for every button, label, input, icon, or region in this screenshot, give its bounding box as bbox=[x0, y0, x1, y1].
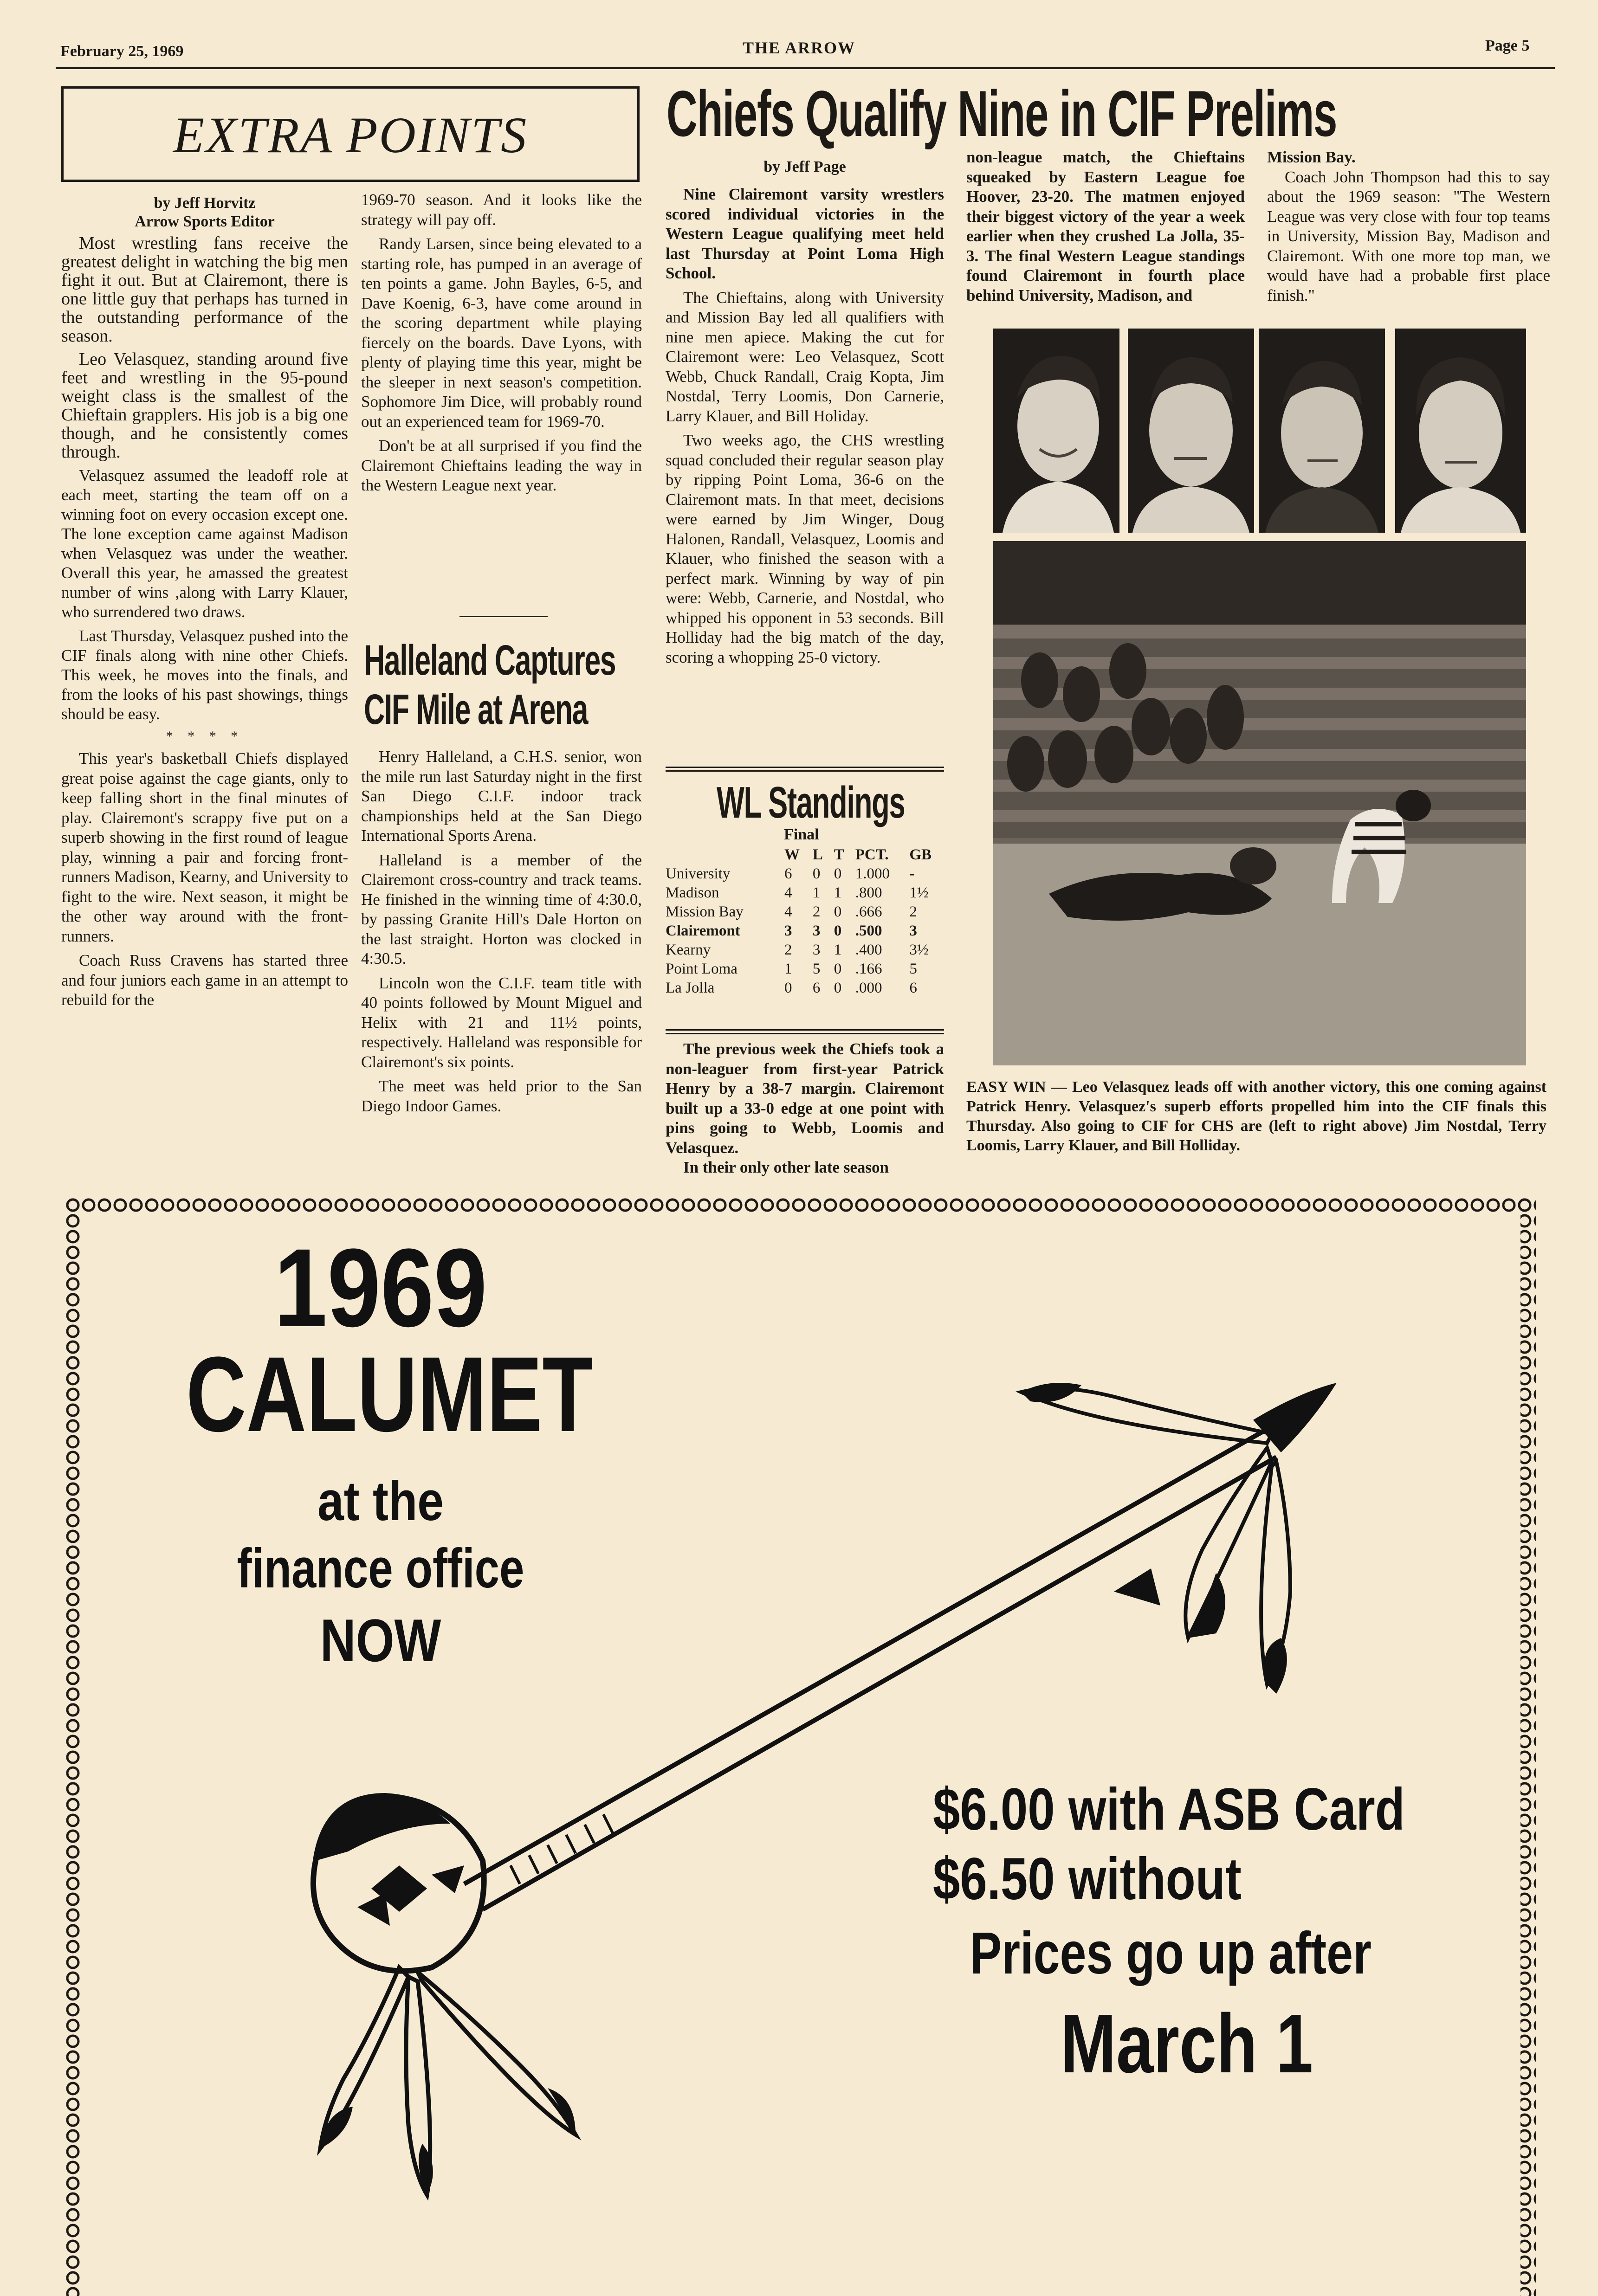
article-body bbox=[61, 234, 348, 724]
team-name: Kearny bbox=[666, 942, 711, 958]
column-header: L bbox=[812, 846, 823, 863]
column-header: GB bbox=[909, 846, 932, 863]
action-image bbox=[993, 541, 1526, 1065]
divider bbox=[459, 616, 548, 617]
photo-caption: EASY WIN — Leo Velasquez leads off with another victory, this one coming against Patrick Henry. Velasquez's superb efforts propelled him into the CIF finals this Thursday. Also going to CIF for CHS are (left to right above) Jim Nostdal, Terry Loomis, Larry Klauer, and Bill Holliday. bbox=[966, 1078, 1546, 1154]
halleland-article bbox=[361, 747, 642, 1121]
paragraph: Coach John Thompson had this to say about the 1969 season: "The Western League was very close with four top teams in University, Mission Bay, Madison and Clairemont. With one more top man, we would have had a probable first place finish." bbox=[1267, 168, 1550, 304]
portrait-photo-nostdal bbox=[993, 329, 1119, 533]
cell: 0 bbox=[812, 865, 821, 882]
cell: 2 bbox=[812, 903, 821, 920]
portrait-image bbox=[993, 329, 1119, 533]
cell: 0 bbox=[834, 980, 842, 996]
portrait-photo-holliday bbox=[1395, 329, 1526, 533]
paragraph: Nine Clairemont varsity wrestlers scored individual victories in the Western League qualifying meet held last Thursday at Point Loma High School. bbox=[666, 185, 944, 282]
chiefs-headline: Chiefs Qualify Nine in CIF Prelims bbox=[666, 77, 1337, 150]
wrestling-action-photo bbox=[993, 541, 1526, 1065]
ad-line: finance office bbox=[237, 1537, 524, 1599]
rule bbox=[666, 770, 944, 772]
team-name: Point Loma bbox=[666, 961, 738, 977]
portrait-image bbox=[1259, 329, 1385, 533]
extra-points-col1 bbox=[61, 194, 348, 1015]
ad-price-note: Prices go up after bbox=[970, 1920, 1372, 1986]
calumet-ad bbox=[65, 1197, 1536, 2296]
headline-line: Halleland Captures bbox=[364, 637, 616, 684]
ad-title: CALUMET bbox=[186, 1335, 593, 1454]
separator: * * * * bbox=[166, 729, 244, 744]
paragraph: Don't be at all surprised if you find the Clairemont Chieftains leading the way in the Western League next year. bbox=[361, 437, 642, 494]
standings-title: WL Standings bbox=[717, 778, 905, 827]
cell: 4 bbox=[784, 884, 792, 901]
cell: 1½ bbox=[909, 884, 929, 901]
ad-line: NOW bbox=[320, 1606, 441, 1674]
team-name: Mission Bay bbox=[666, 903, 744, 920]
paragraph: Two weeks ago, the CHS wrestling squad concluded their regular season play by ripping Point Loma, 36-6 on the Clairemont mats. In that meet, decisions were earned by Jim Winger, Doug Halonen, Randall, Velasquez, Loomis and Klauer, who finished the season with a perfect mark. Winning by way of pin were: Webb, Carnerie, and Nostdal, who whipped his opponent in 53 seconds. Bill Holliday had the big match of the day, scoring a whopping 25-0 victory. bbox=[666, 431, 944, 666]
cell: .500 bbox=[855, 922, 882, 939]
cell: 6 bbox=[784, 865, 792, 882]
standings-box bbox=[666, 780, 944, 998]
table-row bbox=[666, 960, 944, 979]
table-row bbox=[666, 941, 944, 960]
cell: 3½ bbox=[909, 942, 929, 958]
cell: 5 bbox=[909, 961, 917, 977]
team-name: Madison bbox=[666, 884, 719, 901]
team-name: Clairemont bbox=[666, 922, 740, 939]
extra-points-box bbox=[61, 86, 640, 182]
column-header: W bbox=[784, 846, 800, 863]
paragraph: Most wrestling fans receive the greatest delight in watching the big men fight it out. But at Clairemont, there is one little guy that perhaps has turned in the outstanding performance of the season. bbox=[61, 233, 348, 346]
chiefs-col1-bottom bbox=[666, 1039, 944, 1182]
cell: 6 bbox=[909, 980, 917, 996]
article-body bbox=[1267, 148, 1550, 305]
paragraph: Halleland is a member of the Clairemont cross-country and track teams. He finished in the winning time of 4:30.0, by passing Granite Hill's Dale Horton on the last straight. Horton was clocked in 4:30.5. bbox=[361, 851, 642, 967]
article-body bbox=[361, 747, 642, 1116]
chiefs-col3 bbox=[1267, 148, 1550, 310]
portrait-image bbox=[1128, 329, 1254, 533]
halleland-headline bbox=[364, 636, 648, 734]
cell: 4 bbox=[784, 903, 792, 920]
ad-year: 1969 bbox=[274, 1225, 487, 1350]
cell: 3 bbox=[812, 922, 821, 939]
byline: by Jeff Horvitz bbox=[154, 194, 256, 212]
cell: 3 bbox=[909, 922, 917, 939]
paragraph: Last Thursday, Velasquez pushed into the CIF finals along with nine other Chiefs. This week, he moves into the finals, and from the looks of his past showings, things should be easy. bbox=[61, 627, 348, 723]
table-row bbox=[666, 922, 944, 941]
lead-paragraph bbox=[666, 185, 944, 284]
byline: by Jeff Page bbox=[763, 158, 846, 175]
paragraph: Henry Halleland, a C.H.S. senior, won the mile run last Saturday night in the first San Diego C.I.F. indoor track championships held at the San Diego International Sports Arena. bbox=[361, 748, 642, 845]
table-row bbox=[666, 864, 944, 884]
article-body bbox=[61, 749, 348, 1010]
paragraph: The Chieftains, along with University and Mission Bay led all qualifiers with nine men apiece. Making the cut for Clairemont were: Leo Velasquez, Scott Webb, Chuck Randall, Craig Kopta, Jim Nostdal, Terry Loomis, Don Carnerie, Larry Klauer, and Bill Holiday. bbox=[666, 288, 944, 425]
cell: 1.000 bbox=[855, 865, 890, 882]
cell: 3 bbox=[812, 942, 821, 958]
paragraph: In their only other late season bbox=[683, 1158, 889, 1176]
column-header bbox=[666, 845, 782, 864]
paragraph: non-league match, the Chieftains squeaked by Eastern League foe Hoover, 23-20. The matmen enjoyed their biggest victory of the year a week earlier when they crushed La Jolla, 35-3. The final Western League standings found Clairemont in fourth place behind University, Madison, and bbox=[966, 148, 1245, 304]
ad-price-without: $6.50 without bbox=[933, 1846, 1242, 1912]
cell: - bbox=[909, 865, 915, 882]
masthead-rule bbox=[56, 67, 1555, 69]
paragraph: This year's basketball Chiefs displayed great poise against the cage giants, only to keep falling short in the final minutes of play. Clairemont's scrappy five put on a superb showing in the first round of league play, winning a pair and forcing front-runners Madison, Kearny, and University to fight to the wire. Next season, it might be the other way around with the front-runners. bbox=[61, 749, 348, 945]
cell: 2 bbox=[784, 942, 792, 958]
standings-table bbox=[666, 845, 944, 998]
ad-price-asb: $6.00 with ASB Card bbox=[933, 1776, 1405, 1843]
cell: 0 bbox=[834, 961, 842, 977]
portrait-photo-klauer bbox=[1259, 329, 1385, 533]
cell: 3 bbox=[784, 922, 792, 939]
standings-subtitle: Final bbox=[784, 826, 819, 843]
team-name: La Jolla bbox=[666, 980, 715, 996]
cell: 1 bbox=[784, 961, 792, 977]
portrait-photo-loomis bbox=[1128, 329, 1254, 533]
cell: 1 bbox=[812, 884, 821, 901]
column-header: T bbox=[834, 846, 844, 863]
portrait-image bbox=[1395, 329, 1526, 533]
extra-points-col2 bbox=[361, 190, 642, 500]
cell: .800 bbox=[855, 884, 882, 901]
article-body bbox=[966, 148, 1245, 305]
cell: 0 bbox=[834, 865, 842, 882]
cell: 2 bbox=[909, 903, 917, 920]
table-row bbox=[666, 903, 944, 922]
cell: 1 bbox=[834, 942, 842, 958]
headline-line: CIF Mile at Arena bbox=[364, 686, 588, 733]
cell: 1 bbox=[834, 884, 842, 901]
page-number: Page 5 bbox=[1485, 37, 1530, 54]
article-body bbox=[361, 190, 642, 496]
ad-deadline: March 1 bbox=[1061, 1997, 1313, 2090]
issue-date: February 25, 1969 bbox=[60, 43, 184, 60]
ad-line: at the bbox=[317, 1470, 444, 1532]
article-body bbox=[666, 1039, 944, 1178]
table-row bbox=[666, 979, 944, 998]
chiefs-col1 bbox=[666, 158, 944, 672]
paragraph: The meet was held prior to the San Diego Indoor Games. bbox=[361, 1077, 642, 1115]
cell: .666 bbox=[855, 903, 882, 920]
rule bbox=[666, 767, 944, 768]
paragraph: The previous week the Chiefs took a non-leaguer from first-year Patrick Henry by a 38-7 margin. Clairemont built up a 33-0 edge at one point with pins going to Webb, Loomis and Velasquez. bbox=[666, 1040, 944, 1157]
cell: 5 bbox=[812, 961, 821, 977]
cell: 0 bbox=[834, 903, 842, 920]
cell: .400 bbox=[855, 942, 882, 958]
paragraph: Leo Velasquez, standing around five feet and wrestling in the 95-pound weight class is the smallest of the Chieftain grapplers. His job is a big one though, and he consistently comes through. bbox=[61, 349, 348, 462]
byline-title: Arrow Sports Editor bbox=[135, 213, 275, 230]
rule bbox=[666, 1033, 944, 1034]
paper-name: THE ARROW bbox=[743, 39, 856, 57]
paragraph: Velasquez assumed the leadoff role at each meet, starting the team off on a winning foot on every occasion except one. The lone exception came against Madison when Velasquez was under the weather. Overall this year, he amassed the greatest number of wins ,along with Larry Klauer, who surrendered two draws. bbox=[61, 466, 348, 621]
paragraph: Coach Russ Cravens has started three and four juniors each game in an attempt to rebuild for the bbox=[61, 951, 348, 1009]
chiefs-col2 bbox=[966, 148, 1245, 310]
cell: 0 bbox=[834, 922, 842, 939]
team-name: University bbox=[666, 865, 731, 882]
cell: 0 bbox=[784, 980, 792, 996]
cell: .166 bbox=[855, 961, 882, 977]
rule bbox=[666, 1029, 944, 1031]
column-header: PCT. bbox=[855, 846, 889, 863]
paragraph: Randy Larsen, since being elevated to a starting role, has pumped in an average of ten points a game. John Bayles, 6-5, and Dave Koenig, 6-3, have come around in the scoring department while playing fiercely on the boards. Dave Lyons, with plenty of playing time this year, might be the sleeper in next season's competition. Sophomore Jim Dice, will probably round out an experienced team for 1969-70. bbox=[361, 235, 642, 431]
cell: 6 bbox=[812, 980, 821, 996]
table-row bbox=[666, 884, 944, 903]
column-title: EXTRA POINTS bbox=[173, 107, 528, 163]
paragraph: Mission Bay. bbox=[1267, 148, 1356, 166]
article-body bbox=[666, 288, 944, 668]
paragraph: Lincoln won the C.I.F. team title with 40 points followed by Mount Miguel and Helix with 21 and 11½ points, respectively. Halleland was responsible for Clairemont's six points. bbox=[361, 974, 642, 1071]
paragraph: 1969-70 season. And it looks like the strategy will pay off. bbox=[361, 191, 642, 229]
cell: .000 bbox=[855, 980, 882, 996]
